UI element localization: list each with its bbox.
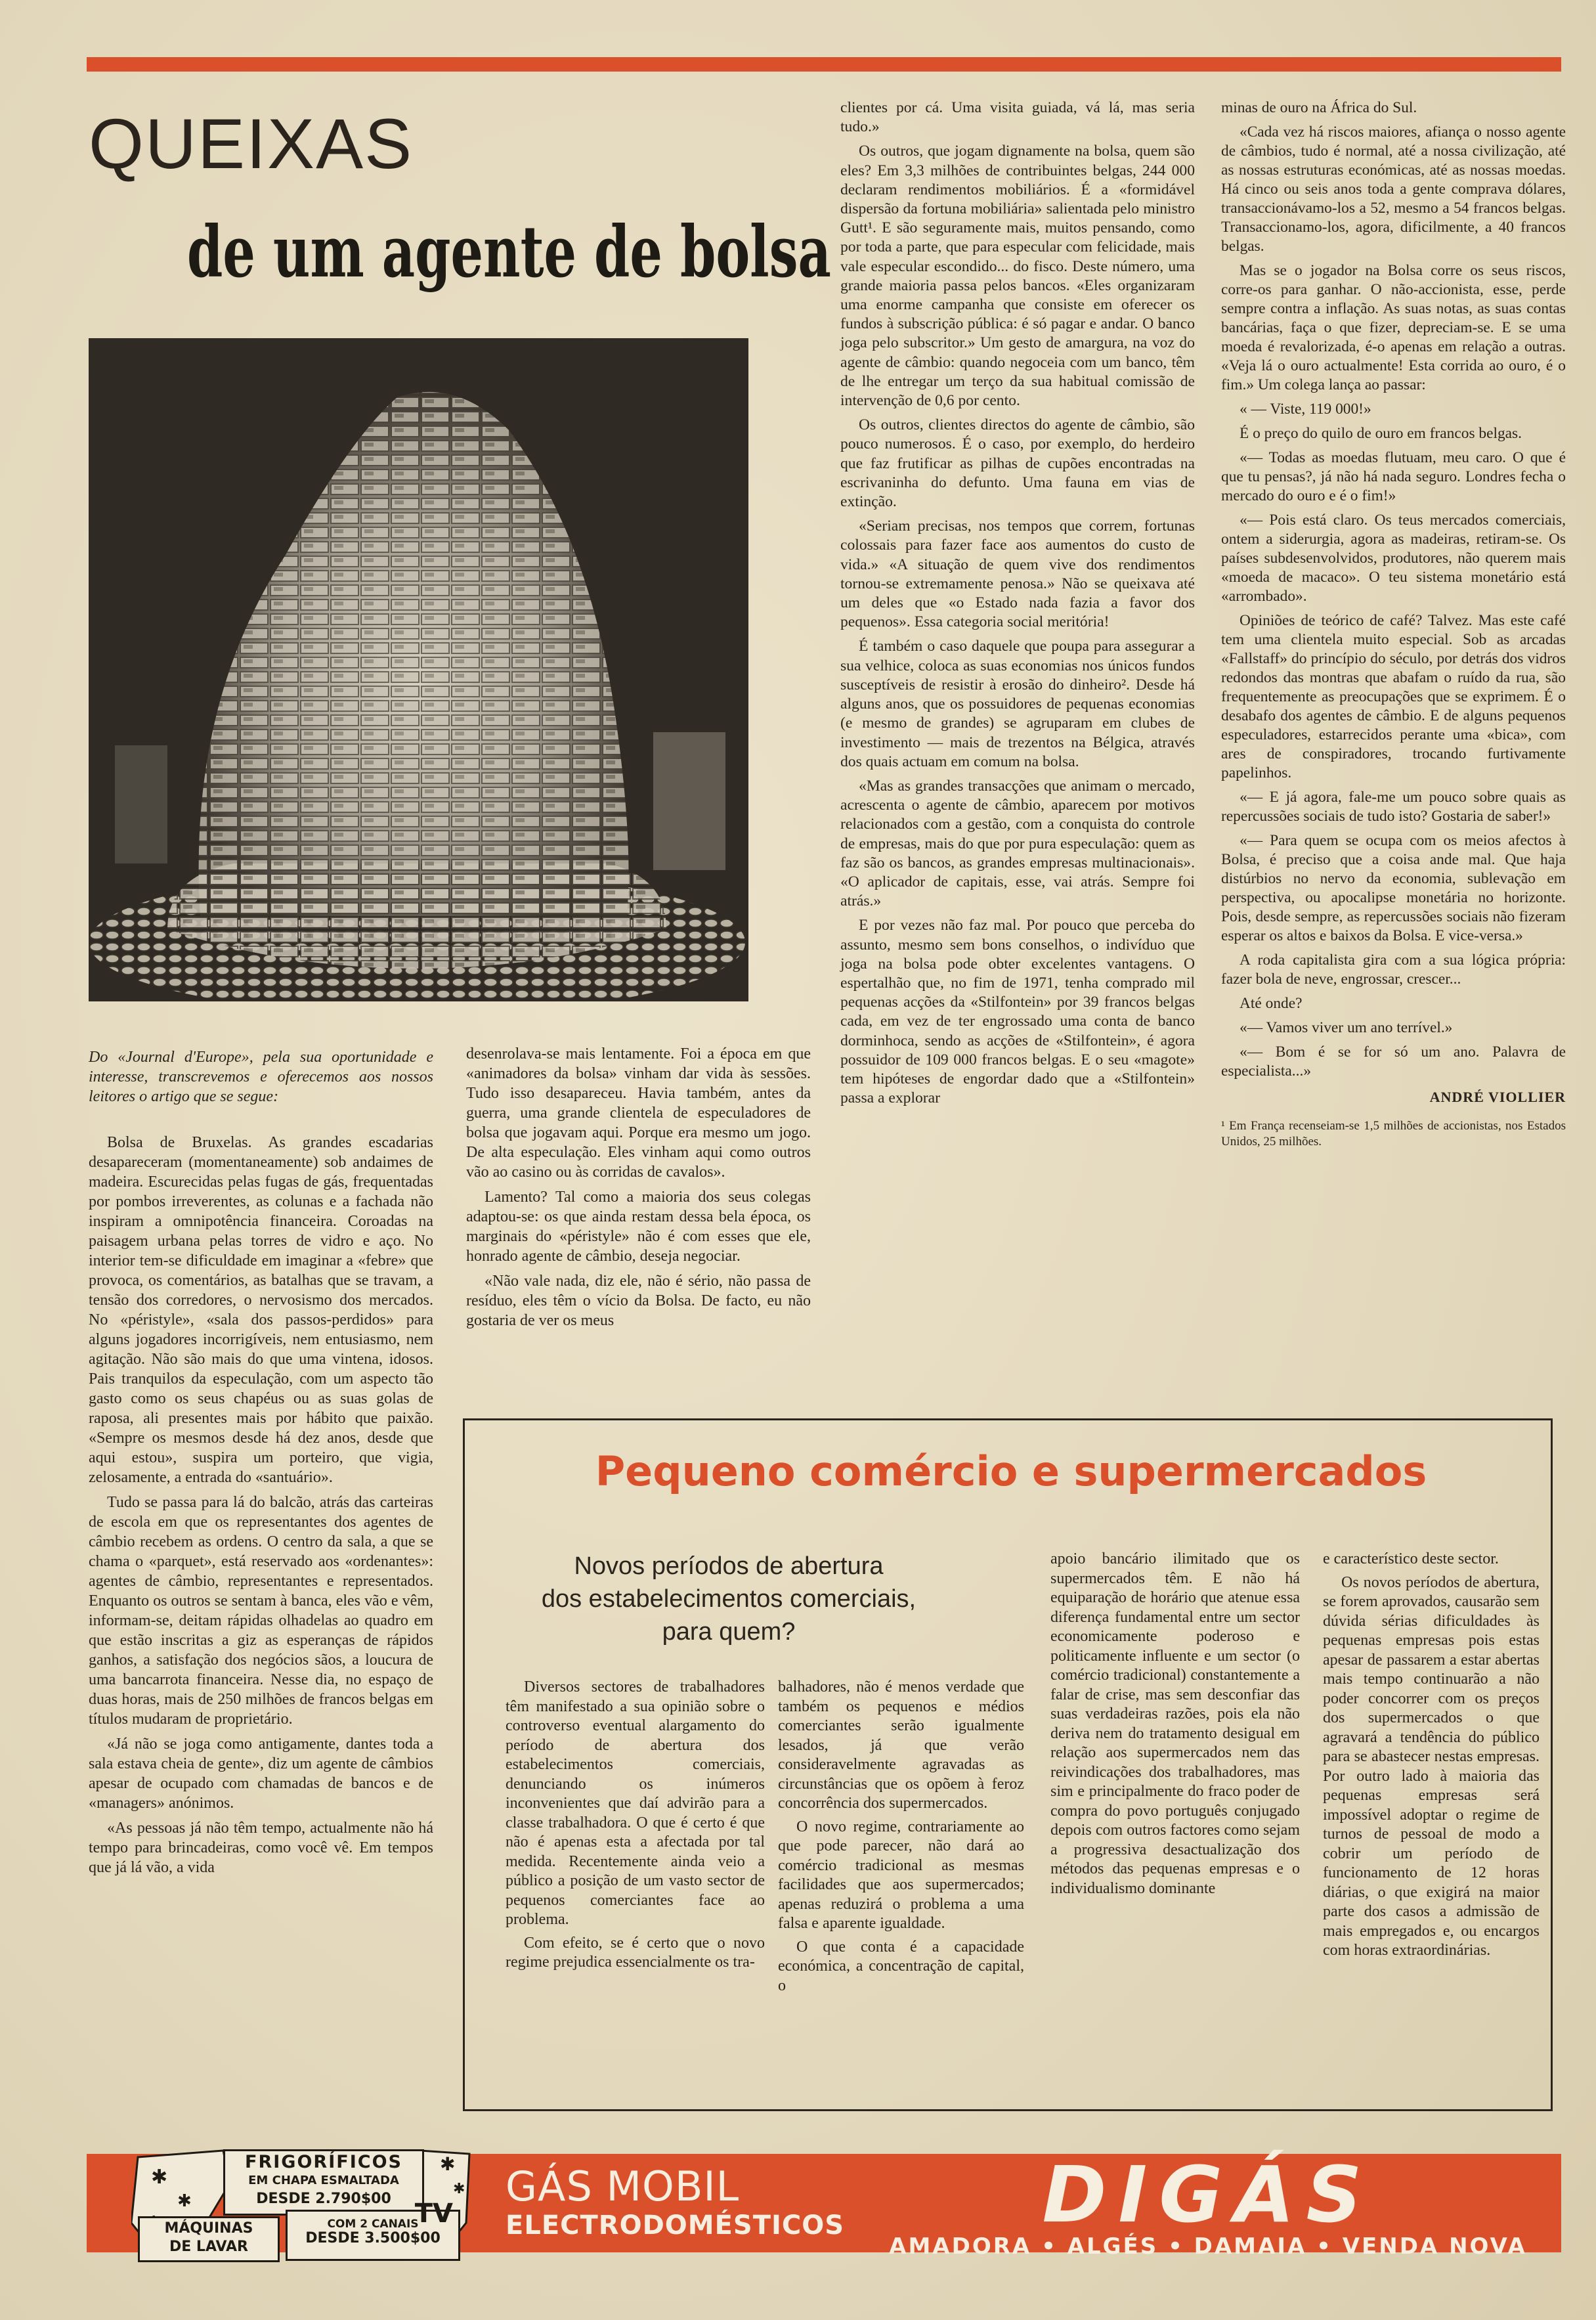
frigorificos-price: DESDE 2.790$00 bbox=[256, 2191, 391, 2207]
article-intro: Do «Journal d'Europe», pela sua oportunidade e interesse, transcrevemos e oferecemos aos nossos leitores o artigo que se segue: bbox=[89, 1049, 433, 1105]
article-column-2 bbox=[466, 1044, 811, 1336]
gas-mobil-text: GÁS MOBIL bbox=[506, 2162, 740, 2210]
svg-text:✱: ✱ bbox=[440, 2153, 456, 2175]
article-paragraph: Bolsa de Bruxelas. As grandes escadarias desapareceram (momentaneamente) sob andaimes de madeira. Escurecidas pelas fugas de gás, frequentadas por pombos irreverentes, as colunas e a fachada não inspiram a omnipotência financeira. Coroadas na paisagem urbana pelas torres de vidro e aço. No interior tem-se dificuldade em imaginar a «febre» que provoca, os comentários, as batalhas que se travam, a tensão dos corredores, o nervosismo dos mercados. No «péristyle», «sala dos passos-perdidos» para alguns jogadores incorrigíveis, nem entusiasmo, nem agitação. Não são mais do que uma vintena, idosos. Pais tranquilos da especulação, com um aspecto tão gasto como os seus chapéus ou as suas golas de raposa, ali presentes mais por hábito que paixão. «Sempre os mesmos desde há dez anos, desde que aqui estou», suspira um porteiro, que vigia, zelosamente, a entrada do «santuário». bbox=[89, 1134, 433, 1486]
gas-mobil-block bbox=[506, 2164, 844, 2241]
article-paragraph: minas de ouro na África do Sul. bbox=[1221, 99, 1417, 116]
article-paragraph: «Já não se joga como antigamente, dantes toda a sala estava cheia de gente», diz um agente de câmbios apesar de ocupado com chamadas de bancos e de «managers» anónimos. bbox=[89, 1736, 433, 1812]
article-paragraph: «As pessoas já não têm tempo, actualmente não há tempo para brincadeiras, como você vê. Em tempos que já lá vão, a vida bbox=[89, 1820, 433, 1876]
frigorificos-label: FRIGORÍFICOS bbox=[245, 2152, 402, 2172]
subtitle-line: dos estabelecimentos comerciais, bbox=[541, 1585, 917, 1613]
headline-agente-de-bolsa: de um agente de bolsa bbox=[187, 211, 831, 294]
article-paragraph: desenrolava-se mais lentamente. Foi a época em que «animadores da bolsa» vinham dar vida às sessões. Tudo isso desapareceu. Havia também, antes da guerra, uma grande clientela de especuladores de bolsa que jogavam aqui. Porque era mesmo um jogo. De alta especulação. Eles vinham aqui como outros vão ao casino ou às corridas de cavalos». bbox=[466, 1045, 811, 1181]
boxed-paragraph: Os novos períodos de abertura, se forem aprovados, causarão sem dúvida sérias dificuldades às pequenas empresas pois estas apesar de passarem a estar abertas mais tempo continuarão a não poder concorrer com os preços dos supermercados o que agravará a tendência do público para se abastecer nestas empresas. Por outro lado à maioria das pequenas empresas será impossível adoptar o regime de turnos de pessoal de modo a cobrir um período de funcionamento de 12 horas diárias, o que exigirá na maior parte dos casos a admissão de mais empregados e, ou encargos com horas extraordinárias. bbox=[1323, 1573, 1540, 1959]
article-paragraph: « — Viste, 119 000!» bbox=[1240, 401, 1371, 418]
article-column-4 bbox=[1221, 98, 1566, 1155]
appliance-offers bbox=[131, 2144, 473, 2262]
maquinas-label: MÁQUINAS bbox=[164, 2220, 253, 2237]
article-column-3 bbox=[840, 98, 1195, 1113]
article-paragraph: «— Pois está claro. Os teus mercados comerciais, ontem a siderurgia, agora as madeiras, retiram-se. Os países subdesenvolvidos, produtores, não querem mais «moeda de macaco». O teu sistema monetário está «arrombado». bbox=[1221, 512, 1566, 605]
article-paragraph: Os outros, clientes directos do agente de câmbio, são pouco numerosos. É o caso, por exemplo, do herdeiro que faz frutificar as pilhas de cupões encontradas na escrivaninha do defunto. Uma fauna em vias de extinção. bbox=[840, 416, 1195, 511]
boxed-column-3 bbox=[1050, 1550, 1300, 1902]
footnote: ¹ Em França recenseiam-se 1,5 milhões de accionistas, nos Estados Unidos, 25 milhões. bbox=[1221, 1119, 1566, 1149]
article-paragraph: Lamento? Tal como a maioria dos seus colegas adaptou-se: os que ainda restam dessa bela época, os marginais do «péristyle» não é com esses que ele, honrado agente de câmbio, deseja negociar. bbox=[466, 1189, 811, 1265]
article-paragraph: «Seriam precisas, nos tempos que correm, fortunas colossais para fazer face aos aumentos do custo de vida.» «A situação de quem vive dos rendimentos tornou-se extremamente penosa.» Não se queixava até um deles que «o Estado nada fazia a favor dos pequenos». Essa categoria social meritória! bbox=[840, 517, 1195, 631]
boxed-column-4 bbox=[1323, 1550, 1540, 1965]
article-paragraph: «— Para quem se ocupa com os meios afectos à Bolsa, é preciso que a coisa ande mal. Que haja distúrbios no nervo da economia, sublevação em perspectiva, ou apocalipse monetária no horizonte. Pois, desde sempre, as repercussões sociais não fizeram esperar os altos e baixos da Bolsa. E vice-versa.» bbox=[1221, 832, 1566, 944]
tv-channels: COM 2 CANAIS bbox=[327, 2218, 419, 2231]
article-paragraph: Mas se o jogador na Bolsa corre os seus riscos, corre-os para ganhar. O não-accionista, esse, perde sempre contra a inflação. As suas notas, as suas contas bancárias, faça o que fizer, depreciam-se. E se uma moeda é revalorizada, é-o apenas em relação a outras. «Veja lá o ouro actualmente! Esta corrida ao ouro, é o fim.» Um colega lança ao passar: bbox=[1221, 262, 1566, 393]
boxed-paragraph: balhadores, não é menos verdade que também os pequenos e médios comerciantes serão igualmente lesados, já que verão consideravelmente agravadas as circunstâncias que os opõem à feroz concorrência dos supermercados. bbox=[778, 1678, 1024, 1812]
article-paragraph: E por vezes não faz mal. Por pouco que perceba do assunto, mesmo sem bons conselhos, o indivíduo que joga na bolsa pode obter excelentes vantagens. O espertalhão que, no fim de 1971, tenha comprado mil pequenas acções da «Stilfontein» por 39 francos belgas cada, em vez de ter engrossado uma conta de banco dorminhoca, sendo as acções de «Stilfontein», é agora possuidor de 109 000 francos belgas. E o seu «magote» tem hipóteses de engordar dado que a «Stilfontein» passa a explorar bbox=[840, 917, 1195, 1107]
article-paragraph: «— Bom é se for só um ano. Palavra de especialista...» bbox=[1221, 1043, 1566, 1080]
article-paragraph: É o preço do quilo de ouro em francos belgas. bbox=[1240, 425, 1522, 442]
article-paragraph: «— Todas as moedas flutuam, meu caro. O que é que tu pensas?, já não há nada seguro. Londres fecha o mercado do ouro e é o fim!» bbox=[1221, 449, 1566, 504]
svg-text:✱: ✱ bbox=[453, 2181, 465, 2197]
digas-logo: DIGÁS bbox=[1042, 2149, 1374, 2240]
boxed-paragraph: Com efeito, se é certo que o novo regime prejudica essencialmente os tra- bbox=[506, 1934, 765, 1971]
boxed-article-subtitle bbox=[506, 1550, 952, 1648]
subtitle-line: para quem? bbox=[662, 1618, 796, 1646]
boxed-paragraph: Diversos sectores de trabalhadores têm manifestado a sua opinião sobre o controverso eventual alargamento do período de abertura dos estabelecimentos comerciais, denunciando os inúmeros inconvenientes que daí advirão para a classe trabalhadora. O que é certo é que não é apenas esta a afectada por tal medida. Recentemente ainda veio a público a posição de um vasto sector de pequenos comerciantes face ao problema. bbox=[506, 1678, 765, 1928]
article-paragraph: Tudo se passa para lá do balcão, atrás das carteiras de escola em que os representantes dos agentes de câmbio recebem as ordens. O centro da sala, a que se chama o «parquet», está reservado aos «ordenantes»: agentes de câmbio, representantes e representados. Enquanto os outros se sentam à banca, eles vão e vêm, informam-se, deitam rápidas olhadelas ao quadro em que estão inscritas a giz as esperanças de rápidos ganhos, a satisfação dos negócios sãos, a loucura de uma bancarrota financeira. Nesse dia, no espaço de duas horas, mais de 250 milhões de francos belgas em títulos mudaram de proprietário. bbox=[89, 1494, 433, 1728]
electrodomesticos-text: ELECTRODOMÉSTICOS bbox=[506, 2210, 845, 2241]
gold-pile-illustration bbox=[89, 338, 748, 1001]
article-paragraph: «Cada vez há riscos maiores, afiança o nosso agente de câmbios, tudo é normal, até a nossa civilização, até as nossas estruturas económicas, até as nossas moedas. Há cinco ou seis anos toda a gente comprava dólares, transaccionávamo-los a 52, mesmo a 54 francos belgas. Transaccionamo-los, agora, dificilmente, a 40 francos belgas. bbox=[1221, 123, 1566, 255]
svg-text:✱: ✱ bbox=[177, 2191, 192, 2211]
article-paragraph: «Mas as grandes transacções que animam o mercado, acrescenta o agente de câmbio, aparecem por motivos relacionados com a gestão, com a conquista do controle de empresas, mais do que por pura especulação: quem as faz são os bancos, as grandes empresas multinacionais». «O aplicador de capitais, esse, vai atrás. Sempre foi atrás.» bbox=[840, 777, 1195, 910]
svg-text:✱: ✱ bbox=[151, 2166, 168, 2189]
frigorificos-box bbox=[223, 2149, 424, 2216]
subtitle-line: Novos períodos de abertura bbox=[574, 1552, 884, 1580]
article-paragraph: «— Vamos viver um ano terrível.» bbox=[1240, 1019, 1453, 1036]
article-paragraph: A roda capitalista gira com a sua lógica própria: fazer bola de neve, engrossar, crescer... bbox=[1221, 952, 1566, 988]
maquinas-desc: DE LAVAR bbox=[169, 2239, 248, 2255]
article-paragraph: «Não vale nada, diz ele, não é sério, não passa de resíduo, eles têm o vício da Bolsa. De facto, eu não gostaria de ver os meus bbox=[466, 1273, 811, 1329]
top-color-bar bbox=[87, 57, 1561, 72]
article-paragraph: Opiniões de teórico de café? Talvez. Mas este café tem uma clientela muito especial. Sob as arcadas «Fallstaff» do princípio do século, por detrás dos vidros redondos das montras que abafam o ruído da rua, são frequentemente as preocupações que se exprimem. É o desabafo dos agentes de câmbio. E de alguns pequenos especuladores, estarrecidos perante uma «bica», com ares de conspiradores, trocando furtivamente papelinhos. bbox=[1221, 612, 1566, 781]
article-paragraph: Os outros, que jogam dignamente na bolsa, quem são eles? Em 3,3 milhões de contribuintes belgas, 244 000 declaram rendimentos mobiliários. É a «formidável dispersão da fortuna mobiliária» salientada pelo ministro Gutt¹. E são seguramente mais, muitos pensando, como por toda a parte, que para especular com felicidade, mais vale especular escondido... do fisco. Deste número, uma grande maioria passa pelos bancos. «Eles organizaram uma enorme campanha que consiste em oferecer os fundos à subscrição pública: é só pagar e andar. O banco joga pelo subscritor.» Um gesto de amargura, na voz do agente de câmbio: quando negoceia com um banco, têm de lhe entregar um terço da sua habitual comissão de intervenção de 0,6 por cento. bbox=[840, 142, 1195, 410]
maquinas-box bbox=[138, 2216, 280, 2262]
author-signature: ANDRÉ VIOLLIER bbox=[1429, 1089, 1566, 1105]
headline-queixas: QUEIXAS bbox=[89, 104, 414, 183]
boxed-paragraph: O novo regime, contrariamente ao que pode parecer, não dará ao comércio tradicional as mesmas facilidades que aos supermercados; apenas reduzirá o problema a uma falsa e aparente igualdade. bbox=[778, 1818, 1024, 1932]
boxed-column-1 bbox=[506, 1678, 765, 1977]
boxed-paragraph: O que conta é a capacidade económica, a concentração de capital, o bbox=[778, 1938, 1024, 1994]
gold-bars-photo bbox=[89, 338, 748, 1001]
article-paragraph: Até onde? bbox=[1240, 995, 1303, 1012]
boxed-column-2 bbox=[778, 1678, 1024, 2000]
boxed-paragraph: e característico deste sector. bbox=[1323, 1550, 1499, 1567]
digas-locations: AMADORA • ALGÉS • DAMAIA • VENDA NOVA bbox=[889, 2233, 1527, 2260]
article-paragraph: É também o caso daquele que poupa para assegurar a sua velhice, coloca as suas economias nos únicos fundos susceptíveis de resistir à erosão do dinheiro². Desde há alguns anos, que os possuidores de pequenas economias (e mesmo de grandes) se agruparam em clubes de investimento — mais de trezentos na Bélgica, através dos quais actuam em comum na bolsa. bbox=[840, 638, 1195, 770]
article-paragraph: «— E já agora, fale-me um pouco sobre quais as repercussões sociais de tudo isto? Gostaria de saber!» bbox=[1221, 789, 1566, 825]
article-column-1 bbox=[89, 1047, 433, 1883]
tv-price: DESDE 3.500$00 bbox=[305, 2230, 441, 2246]
tv-label: TV bbox=[414, 2199, 453, 2229]
boxed-article-title: Pequeno comércio e supermercados bbox=[595, 1447, 1427, 1495]
digas-brand-block bbox=[873, 2149, 1543, 2260]
article-paragraph: clientes por cá. Uma visita guiada, vá lá, mas seria tudo.» bbox=[840, 99, 1195, 136]
boxed-paragraph: apoio bancário ilimitado que os supermercados têm. E não há equiparação de horário que atenue essa diferença fundamental entre um sector economicamente poderoso e politicamente influente e um sector (o comércio tradicional) constantemente a falar de crise, mas sem desconfiar das suas verdadeiras razões, pois ela não deriva nem do tratamento desigual em relação aos supermercados nem das reivindicações dos trabalhadores, mas sim e principalmente do fraco poder de compra do povo português conjugado depois com outros factores como sejam a progressiva desactualização dos métodos das pequenas empresas e o individualismo dominante bbox=[1050, 1550, 1300, 1897]
frigorificos-desc: EM CHAPA ESMALTADA bbox=[248, 2174, 399, 2187]
tv-box bbox=[286, 2199, 460, 2261]
